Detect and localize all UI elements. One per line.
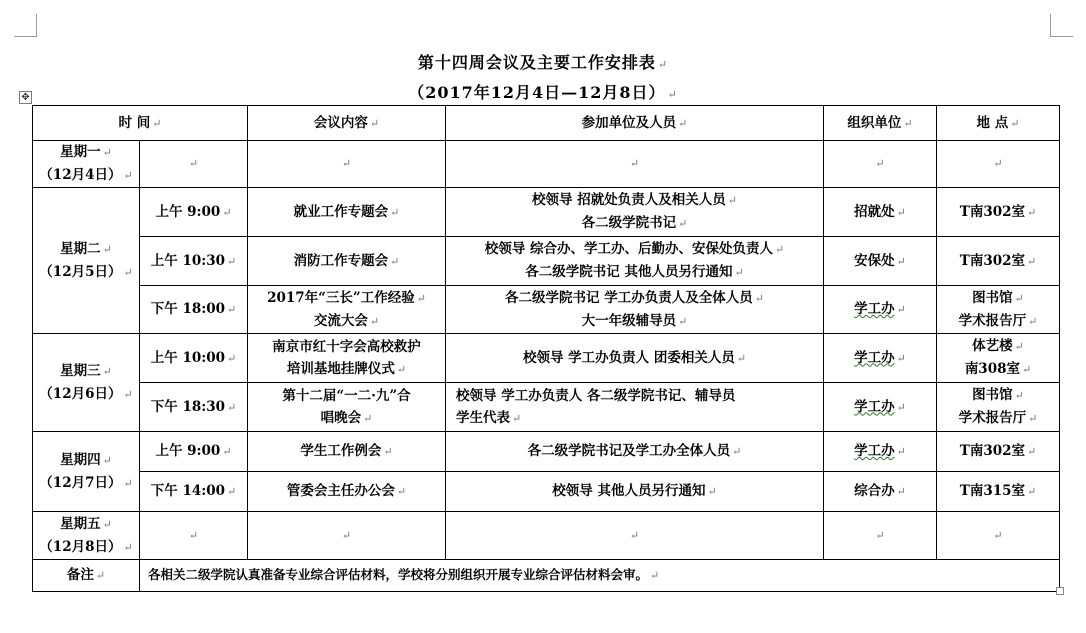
- header-attendees: 参加单位及人员 ↵: [446, 106, 824, 141]
- table-row: [33, 286, 1060, 334]
- day-tuesday: 星期二 ↵ （12月5日） ↵: [33, 188, 140, 334]
- event-content: 学生工作例会 ↵: [248, 432, 446, 472]
- note-text: 各相关二级学院认真准备专业综合评估材料，学校将分别组织开展专业综合评估材料会审。 ↵: [140, 560, 1060, 592]
- event-organizer: 学工办 ↵: [824, 286, 937, 334]
- event-location: 图书馆 ↵ 学术报告厅 ↵: [937, 286, 1060, 334]
- event-time: 下午 18:00 ↵: [140, 286, 248, 334]
- document-subtitle: [0, 80, 1086, 103]
- header-row: [33, 106, 1060, 141]
- event-content: 南京市红十字会高校救护 培训基地挂牌仪式 ↵: [248, 334, 446, 383]
- table-move-handle-icon[interactable]: ✥: [19, 91, 32, 104]
- empty-cell: ↵: [446, 141, 824, 188]
- empty-cell: ↵: [937, 141, 1060, 188]
- event-location: 图书馆 ↵ 学术报告厅 ↵: [937, 383, 1060, 432]
- table-row: [33, 472, 1060, 512]
- event-location: T南302室 ↵: [937, 188, 1060, 237]
- event-organizer: 学工办 ↵: [824, 432, 937, 472]
- event-attendees: 校领导 学工办负责人 团委相关人员 ↵: [446, 334, 824, 383]
- event-organizer: 招就处 ↵: [824, 188, 937, 237]
- event-time: 上午 10:30 ↵: [140, 237, 248, 286]
- event-organizer: 综合办 ↵: [824, 472, 937, 512]
- event-attendees: 各二级学院书记 学工办负责人及全体人员 ↵ 大一年级辅导员 ↵: [446, 286, 824, 334]
- day-thursday: 星期四 ↵ （12月7日） ↵: [33, 432, 140, 512]
- crop-mark-top-right: [1050, 14, 1073, 37]
- empty-cell: ↵: [824, 141, 937, 188]
- empty-cell: ↵: [248, 141, 446, 188]
- event-time: 上午 9:00 ↵: [140, 432, 248, 472]
- event-attendees: 校领导 其他人员另行通知 ↵: [446, 472, 824, 512]
- event-organizer: 学工办 ↵: [824, 383, 937, 432]
- event-location: T南302室 ↵: [937, 237, 1060, 286]
- event-organizer: 安保处 ↵: [824, 237, 937, 286]
- event-attendees: 各二级学院书记及学工办全体人员 ↵: [446, 432, 824, 472]
- day-monday: 星期一 ↵ （12月4日） ↵: [33, 141, 140, 188]
- table-resize-handle[interactable]: [1056, 587, 1064, 595]
- table-row: [33, 237, 1060, 286]
- event-content: 第十二届“一二·九”合 唱晚会 ↵: [248, 383, 446, 432]
- event-content: 2017年“三长”工作经验 ↵ 交流大会 ↵: [248, 286, 446, 334]
- empty-cell: ↵: [824, 512, 937, 560]
- empty-cell: ↵: [140, 512, 248, 560]
- header-location: 地 点 ↵: [937, 106, 1060, 141]
- event-location: T南315室 ↵: [937, 472, 1060, 512]
- event-content: 消防工作专题会 ↵: [248, 237, 446, 286]
- note-row: [33, 560, 1060, 592]
- event-location: 体艺楼 ↵ 南308室 ↵: [937, 334, 1060, 383]
- document-title: [0, 50, 1086, 73]
- empty-cell: ↵: [248, 512, 446, 560]
- header-time: 时 间 ↵: [33, 106, 248, 141]
- subtitle-text: （2017年12月4日—12月8日）: [408, 83, 666, 102]
- event-attendees: 校领导 学工办负责人 各二级学院书记、辅导员 学生代表 ↵: [446, 383, 824, 432]
- event-attendees: 校领导 综合办、学工办、后勤办、安保处负责人 ↵ 各二级学院书记 其他人员另行通知 ↵: [446, 237, 824, 286]
- schedule-table: [32, 105, 1060, 592]
- paragraph-mark: ↵: [667, 88, 678, 101]
- event-content: 管委会主任办公会 ↵: [248, 472, 446, 512]
- crop-mark-top-left: [14, 14, 37, 37]
- event-time: 上午 9:00 ↵: [140, 188, 248, 237]
- paragraph-mark: ↵: [657, 58, 669, 71]
- table-row: [33, 512, 1060, 560]
- empty-cell: ↵: [446, 512, 824, 560]
- table-row: [33, 188, 1060, 237]
- event-time: 下午 14:00 ↵: [140, 472, 248, 512]
- empty-cell: ↵: [140, 141, 248, 188]
- title-text: 第十四周会议及主要工作安排表: [417, 53, 656, 72]
- event-time: 上午 10:00 ↵: [140, 334, 248, 383]
- table-row: [33, 141, 1060, 188]
- header-organizer: 组织单位 ↵: [824, 106, 937, 141]
- day-wednesday: 星期三 ↵ （12月6日） ↵: [33, 334, 140, 432]
- event-location: T南302室 ↵: [937, 432, 1060, 472]
- event-content: 就业工作专题会 ↵: [248, 188, 446, 237]
- table-row: [33, 383, 1060, 432]
- event-organizer: 学工办 ↵: [824, 334, 937, 383]
- empty-cell: ↵: [937, 512, 1060, 560]
- event-time: 下午 18:30 ↵: [140, 383, 248, 432]
- note-label: 备注 ↵: [33, 560, 140, 592]
- header-content: 会议内容 ↵: [248, 106, 446, 141]
- table-row: [33, 432, 1060, 472]
- day-friday: 星期五 ↵ （12月8日） ↵: [33, 512, 140, 560]
- table-row: [33, 334, 1060, 383]
- event-attendees: 校领导 招就处负责人及相关人员 ↵ 各二级学院书记 ↵: [446, 188, 824, 237]
